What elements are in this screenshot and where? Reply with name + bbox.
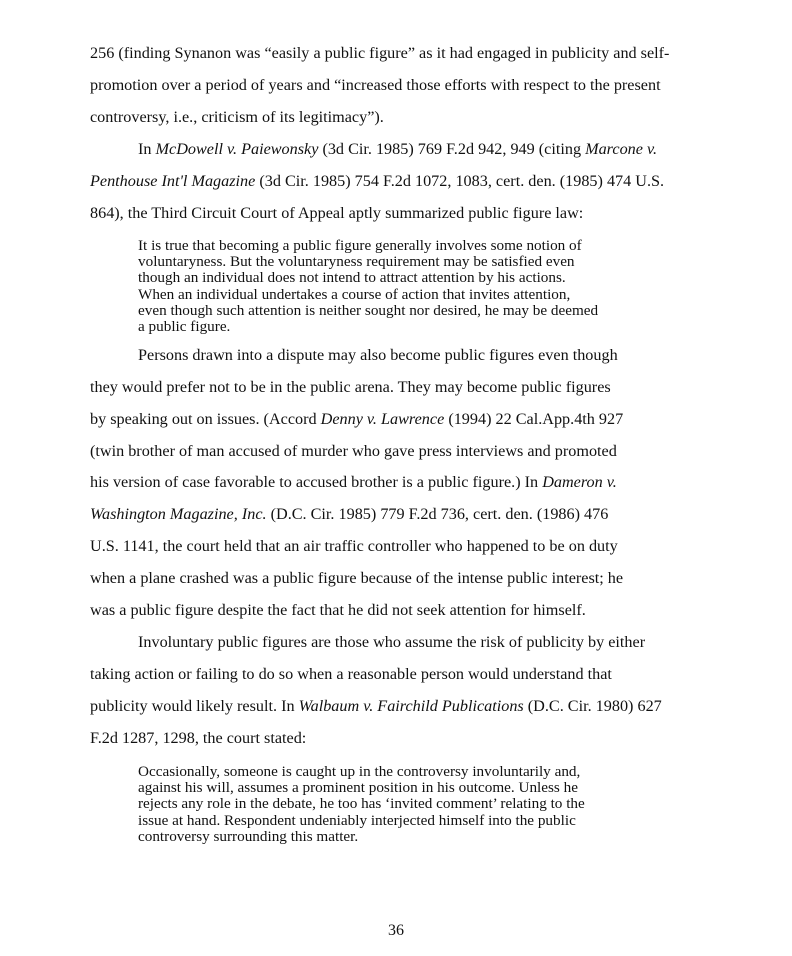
body-text-line: promotion over a period of years and “increased those efforts with respect to the present [90,76,661,94]
quote-line: even though such attention is neither sought nor desired, he may be deemed [138,301,599,319]
text-run: In [138,140,156,158]
quote-line: controversy surrounding this matter. [138,827,359,845]
body-text-line [90,472,617,492]
body-text-line [90,171,664,191]
case-name: Marcone v. [585,140,658,158]
text-run: (3d Cir. 1985) 754 F.2d 1072, 1083, cert. den. (1985) 474 U.S. [255,172,665,190]
quote-line: It is true that becoming a public figure generally involves some notion of [138,237,582,254]
quote-line: When an individual undertakes a course of action that invites attention, [138,285,571,303]
body-text-line: (twin brother of man accused of murder who gave press interviews and promoted [90,442,617,460]
case-name: McDowell v. Paiewonsky [155,140,319,158]
body-text-line [90,696,662,716]
block-quote [138,764,678,845]
body-text-line: when a plane crashed was a public figure because of the intense public interest; he [90,569,624,587]
case-name: Dameron v. [542,473,617,491]
body-text-line [90,409,623,429]
text-run: his version of case favorable to accused brother is a public figure.) In [90,473,543,491]
body-text-line [90,504,608,524]
quote-line: a public figure. [138,318,231,336]
quote-line: against his will, assumes a prominent position in his outcome. Unless he [138,779,578,797]
block-quote [138,238,678,335]
case-name: Penthouse Int'l Magazine [90,172,256,190]
body-text-line: 256 (finding Synanon was “easily a public figure” as it had engaged in publicity and self- [90,44,670,62]
text-run: (3d Cir. 1985) 769 F.2d 942, 949 (citing [318,140,586,158]
text-run: (1994) 22 Cal.App.4th 927 [444,410,624,428]
body-text-line: Involuntary public figures are those who assume the risk of publicity by either [138,633,646,651]
body-text-line: Persons drawn into a dispute may also become public figures even though [138,346,618,364]
quote-line: though an individual does not intend to attract attention by his actions. [138,269,566,287]
case-name: Washington Magazine, Inc. [90,505,267,523]
body-text-line: controversy, i.e., criticism of its legitimacy”). [90,108,384,126]
body-text-line: was a public figure despite the fact that he did not seek attention for himself. [90,601,586,619]
body-text-line: F.2d 1287, 1298, the court stated: [90,729,307,747]
text-run: publicity would likely result. In [90,697,299,715]
page-number: 36 [388,922,404,939]
quote-line: issue at hand. Respondent undeniably interjected himself into the public [138,811,576,829]
body-text-line: 864), the Third Circuit Court of Appeal aptly summarized public figure law: [90,204,584,222]
body-text-line: they would prefer not to be in the public arena. They may become public figures [90,378,611,396]
quote-line: voluntaryness. But the voluntaryness requirement may be satisfied even [138,253,575,271]
text-run: by speaking out on issues. (Accord [90,410,321,428]
body-text-line: U.S. 1141, the court held that an air traffic controller who happened to be on duty [90,537,618,555]
text-run: (D.C. Cir. 1980) 627 [523,697,662,715]
case-name: Denny v. Lawrence [320,410,445,428]
text-run: (D.C. Cir. 1985) 779 F.2d 736, cert. den. (1986) 476 [266,505,609,523]
quote-line: Occasionally, someone is caught up in the controversy involuntarily and, [138,763,581,780]
body-text-line [138,139,657,159]
quote-line: rejects any role in the debate, he too has ‘invited comment’ relating to the [138,795,585,813]
case-name: Walbaum v. Fairchild Publications [298,697,524,715]
body-text-line: taking action or failing to do so when a reasonable person would understand that [90,665,612,683]
